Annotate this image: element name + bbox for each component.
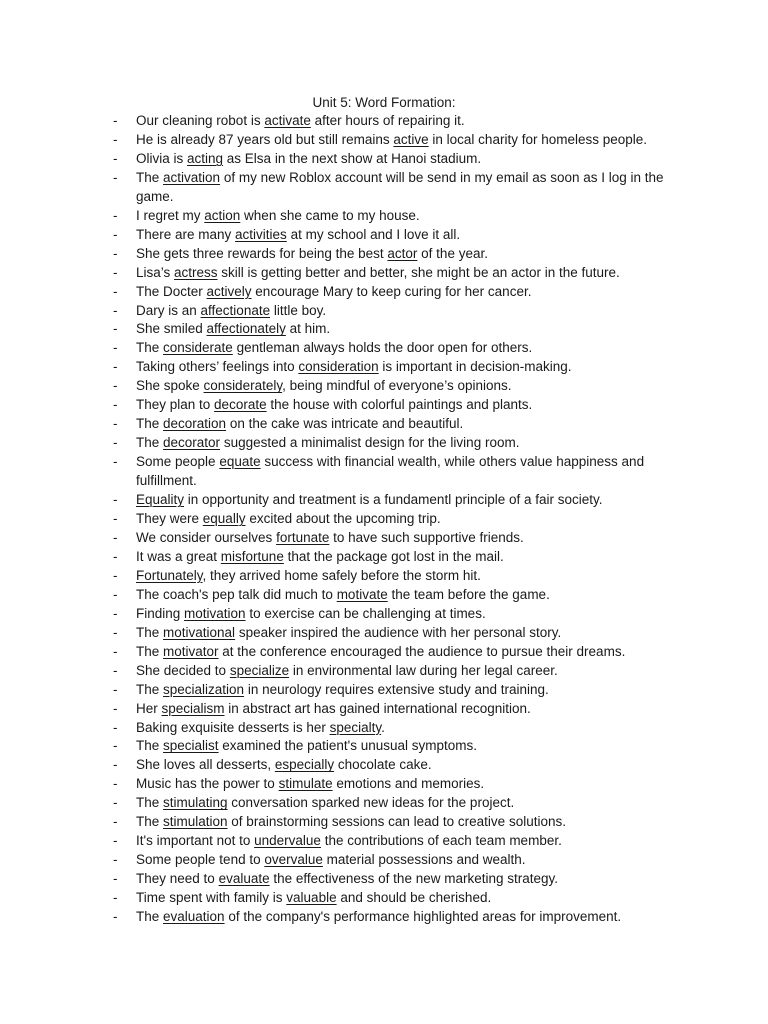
bullet-dash: - bbox=[113, 226, 118, 242]
sentence-text-before: Lisa’s bbox=[136, 264, 175, 280]
sentence-text-after: after hours of repairing it. bbox=[310, 113, 465, 128]
target-word: motivational bbox=[163, 624, 236, 640]
sentence-item bbox=[0, 662, 768, 681]
sentence-text-after: at him. bbox=[285, 321, 331, 337]
sentence-text-before: They were bbox=[136, 511, 203, 527]
sentence-text-after: the effectiveness of the new marketing strategy. bbox=[269, 871, 559, 887]
bullet-dash: - bbox=[113, 397, 118, 413]
target-word: fortunate bbox=[276, 529, 330, 545]
bullet-dash: - bbox=[113, 511, 118, 527]
sentence-text-after: in neurology requires extensive study and training. bbox=[244, 681, 549, 697]
sentence-text-after: conversation sparked new ideas for the project. bbox=[227, 795, 515, 811]
target-word: activate bbox=[264, 113, 311, 128]
sentence-text-before: Taking others’ feelings into bbox=[136, 359, 299, 375]
sentence-item bbox=[0, 719, 768, 738]
target-word: misfortune bbox=[220, 548, 284, 564]
bullet-dash: - bbox=[113, 833, 118, 849]
sentence-text-after: of the year. bbox=[417, 245, 488, 261]
sentence-text-after: the team before the game. bbox=[387, 586, 550, 602]
sentence-text-before: She loves all desserts, bbox=[136, 757, 275, 773]
bullet-dash: - bbox=[113, 662, 118, 678]
target-word: motivation bbox=[184, 605, 246, 621]
sentence-text-after: in environmental law during her legal career. bbox=[289, 662, 558, 678]
sentence-text-before: The bbox=[136, 169, 164, 185]
target-word: actor bbox=[387, 245, 418, 261]
sentence-text-after: and should be cherished. bbox=[336, 890, 492, 906]
bullet-dash: - bbox=[113, 567, 118, 583]
sentence-text-before: Her bbox=[136, 700, 162, 716]
target-word: motivator bbox=[163, 643, 219, 659]
sentence-item bbox=[0, 567, 768, 586]
target-word: equally bbox=[202, 511, 246, 527]
sentence-text-after: of the company's performance highlighted areas for improvement. bbox=[224, 909, 622, 925]
sentence-text-after: , they arrived home safely before the storm hit. bbox=[202, 567, 481, 583]
sentence-item bbox=[0, 131, 768, 150]
sentence-text-after: speaker inspired the audience with her personal story. bbox=[235, 624, 562, 640]
sentence-text-before: The bbox=[136, 909, 164, 925]
sentence-text-before: The bbox=[136, 738, 164, 754]
bullet-dash: - bbox=[113, 795, 118, 811]
sentence-item bbox=[0, 339, 768, 358]
bullet-dash: - bbox=[113, 113, 118, 128]
bullet-dash: - bbox=[113, 700, 118, 716]
sentence-item bbox=[0, 377, 768, 396]
sentence-text-after: in abstract art has gained international recognition. bbox=[224, 700, 531, 716]
sentence-text-after: the contributions of each team member. bbox=[320, 833, 562, 849]
target-word: Equality bbox=[136, 492, 185, 508]
sentence-text-after: at my school and I love it all. bbox=[286, 226, 461, 242]
sentence-text-before: The bbox=[136, 681, 164, 697]
target-word: equate bbox=[219, 454, 261, 470]
sentence-text-before: Time spent with family is bbox=[136, 890, 287, 906]
target-word: affectionately bbox=[206, 321, 286, 337]
bullet-dash: - bbox=[113, 131, 118, 147]
bullet-dash: - bbox=[113, 871, 118, 887]
sentence-text-before: They plan to bbox=[136, 397, 215, 413]
target-word: evaluation bbox=[163, 909, 225, 925]
sentence-text-before: She spoke bbox=[136, 378, 204, 394]
bullet-dash: - bbox=[113, 169, 118, 185]
target-word: undervalue bbox=[254, 833, 321, 849]
sentence-text-before: The bbox=[136, 340, 164, 356]
sentence-text-before: The Docter bbox=[136, 283, 207, 299]
bullet-dash: - bbox=[113, 738, 118, 754]
sentence-text-before: The bbox=[136, 814, 164, 830]
sentence-item bbox=[0, 548, 768, 567]
sentence-item bbox=[0, 415, 768, 434]
target-word: consideration bbox=[298, 359, 379, 375]
sentence-text-before: Some people tend to bbox=[136, 852, 265, 868]
sentence-text-before: There are many bbox=[136, 226, 236, 242]
target-word: stimulating bbox=[163, 795, 228, 811]
target-word: activation bbox=[163, 169, 221, 185]
target-word: considerately bbox=[203, 378, 283, 394]
bullet-dash: - bbox=[113, 852, 118, 868]
bullet-dash: - bbox=[113, 378, 118, 394]
target-word: overvalue bbox=[264, 852, 323, 868]
sentence-item bbox=[0, 681, 768, 700]
bullet-dash: - bbox=[113, 492, 118, 508]
sentence-item bbox=[0, 700, 768, 719]
sentence-text-after: , being mindful of everyone’s opinions. bbox=[282, 378, 512, 394]
target-word: actively bbox=[206, 283, 252, 299]
sentence-text-after: that the package got lost in the mail. bbox=[283, 548, 504, 564]
sentence-item bbox=[0, 529, 768, 548]
sentence-text-before: We consider ourselves bbox=[136, 529, 277, 545]
target-word: specialization bbox=[163, 681, 245, 697]
sentence-text-before: Olivia is bbox=[136, 150, 188, 166]
sentence-item bbox=[0, 870, 768, 889]
target-word: stimulation bbox=[163, 814, 228, 830]
sentence-text-after: when she came to my house. bbox=[240, 207, 420, 223]
sentence-text-before: She decided to bbox=[136, 662, 230, 678]
bullet-dash: - bbox=[113, 150, 118, 166]
sentence-item bbox=[0, 756, 768, 775]
sentence-text-before: The bbox=[136, 795, 164, 811]
sentence-text-before: The bbox=[136, 643, 164, 659]
target-word: action bbox=[204, 207, 241, 223]
sentence-text-after: of brainstorming sessions can lead to creative solutions. bbox=[227, 814, 566, 830]
bullet-dash: - bbox=[113, 776, 118, 792]
sentence-text-before: Finding bbox=[136, 605, 185, 621]
sentence-text-before: The coach's pep talk did much to bbox=[136, 586, 337, 602]
sentence-item bbox=[0, 264, 768, 283]
target-word: actress bbox=[174, 264, 218, 280]
sentence-item bbox=[0, 624, 768, 643]
target-word: specialty bbox=[329, 719, 382, 735]
sentence-text-after: suggested a minimalist design for the living room. bbox=[220, 435, 520, 451]
sentence-text-before: He is already 87 years old but still remains bbox=[136, 131, 394, 147]
sentence-text-after: emotions and memories. bbox=[332, 776, 485, 792]
target-word: acting bbox=[187, 150, 224, 166]
bullet-dash: - bbox=[113, 624, 118, 640]
bullet-dash: - bbox=[113, 321, 118, 337]
bullet-dash: - bbox=[113, 435, 118, 451]
sentence-text-after: skill is getting better and better, she might be an actor in the future. bbox=[217, 264, 620, 280]
sentence-text-after: as Elsa in the next show at Hanoi stadium. bbox=[223, 150, 482, 166]
sentence-item bbox=[0, 832, 768, 851]
sentence-text-before: She smiled bbox=[136, 321, 207, 337]
target-word: specialize bbox=[229, 662, 290, 678]
target-word: especially bbox=[274, 757, 335, 773]
bullet-dash: - bbox=[113, 548, 118, 564]
bullet-dash: - bbox=[113, 719, 118, 735]
sentence-item bbox=[0, 794, 768, 813]
sentence-text-after: the house with colorful paintings and plants. bbox=[266, 397, 533, 413]
target-word: active bbox=[393, 131, 429, 147]
target-word: decoration bbox=[163, 416, 227, 432]
sentence-text-before: It was a great bbox=[136, 548, 221, 564]
bullet-dash: - bbox=[113, 757, 118, 773]
bullet-dash: - bbox=[113, 529, 118, 545]
document-title: Unit 5: Word Formation: bbox=[312, 95, 456, 110]
target-word: decorator bbox=[163, 435, 221, 451]
sentence-item bbox=[0, 245, 768, 264]
target-word: specialist bbox=[163, 738, 219, 754]
target-word: Fortunately bbox=[136, 567, 203, 583]
sentence-item bbox=[0, 396, 768, 415]
sentence-item bbox=[0, 851, 768, 870]
bullet-dash: - bbox=[113, 245, 118, 261]
sentence-item bbox=[0, 775, 768, 794]
bullet-dash: - bbox=[113, 302, 118, 318]
bullet-dash: - bbox=[113, 207, 118, 223]
sentence-text-after: is important in decision-making. bbox=[378, 359, 572, 375]
sentence-text-before: She gets three rewards for being the best bbox=[136, 245, 388, 261]
bullet-dash: - bbox=[113, 890, 118, 906]
sentence-text-after: at the conference encouraged the audience to pursue their dreams. bbox=[218, 643, 626, 659]
bullet-dash: - bbox=[113, 340, 118, 356]
sentence-item bbox=[0, 434, 768, 453]
sentence-text-after: little boy. bbox=[270, 302, 327, 318]
bullet-dash: - bbox=[113, 359, 118, 375]
sentence-text-before: Baking exquisite desserts is her bbox=[136, 719, 330, 735]
sentence-item bbox=[0, 889, 768, 908]
sentence-text-after: chocolate cake. bbox=[334, 757, 432, 773]
bullet-dash: - bbox=[113, 283, 118, 299]
sentence-text-after: of my new Roblox account will be send in my email as soon as I log in the game. bbox=[136, 169, 664, 204]
target-word: considerate bbox=[163, 340, 233, 356]
sentence-item bbox=[0, 453, 768, 491]
sentence-item bbox=[0, 643, 768, 662]
sentence-text-before: The bbox=[136, 416, 164, 432]
sentence-text-after: gentleman always holds the door open for others. bbox=[232, 340, 533, 356]
sentence-item bbox=[0, 358, 768, 377]
bullet-dash: - bbox=[113, 909, 118, 925]
sentence-item bbox=[0, 169, 768, 207]
sentence-item bbox=[0, 150, 768, 169]
sentence-text-before: Music has the power to bbox=[136, 776, 279, 792]
sentence-item bbox=[0, 737, 768, 756]
target-word: stimulate bbox=[278, 776, 333, 792]
bullet-dash: - bbox=[113, 264, 118, 280]
sentence-text-after: on the cake was intricate and beautiful. bbox=[226, 416, 464, 432]
sentence-item bbox=[0, 207, 768, 226]
sentence-text-after: excited about the upcoming trip. bbox=[245, 511, 441, 527]
sentence-item bbox=[0, 283, 768, 302]
sentence-text-after: . bbox=[381, 719, 385, 735]
sentence-text-after: to exercise can be challenging at times. bbox=[245, 605, 486, 621]
sentence-text-after: to have such supportive friends. bbox=[329, 529, 524, 545]
target-word: decorate bbox=[214, 397, 267, 413]
sentence-text-before: They need to bbox=[136, 871, 219, 887]
sentence-text-after: encourage Mary to keep curing for her cancer. bbox=[251, 283, 532, 299]
sentence-item bbox=[0, 510, 768, 529]
sentence-item bbox=[0, 112, 768, 131]
sentence-item bbox=[0, 491, 768, 510]
sentence-text-after: examined the patient's unusual symptoms. bbox=[218, 738, 478, 754]
target-word: evaluate bbox=[218, 871, 270, 887]
sentence-text-before: It's important not to bbox=[136, 833, 255, 849]
sentence-item bbox=[0, 226, 768, 245]
sentence-text-before: Dary is an bbox=[136, 302, 201, 318]
sentence-text-before: The bbox=[136, 435, 164, 451]
bullet-dash: - bbox=[113, 586, 118, 602]
target-word: specialism bbox=[161, 700, 225, 716]
sentence-item bbox=[0, 605, 768, 624]
target-word: affectionate bbox=[200, 302, 271, 318]
bullet-dash: - bbox=[113, 605, 118, 621]
sentence-text-before: I regret my bbox=[136, 207, 205, 223]
bullet-dash: - bbox=[113, 643, 118, 659]
bullet-dash: - bbox=[113, 681, 118, 697]
sentence-item bbox=[0, 320, 768, 339]
sentence-text-before: Our cleaning robot is bbox=[136, 113, 265, 128]
sentence-item bbox=[0, 302, 768, 321]
sentence-text-after: success with financial wealth, while others value happiness and fulfillment. bbox=[136, 454, 645, 489]
target-word: motivate bbox=[336, 586, 388, 602]
sentence-item bbox=[0, 908, 768, 927]
target-word: valuable bbox=[286, 890, 337, 906]
sentence-text-after: material possessions and wealth. bbox=[322, 852, 526, 868]
sentence-text-before: Some people bbox=[136, 454, 220, 470]
bullet-dash: - bbox=[113, 814, 118, 830]
sentence-list bbox=[0, 112, 768, 927]
sentence-item bbox=[0, 813, 768, 832]
target-word: activities bbox=[235, 226, 287, 242]
bullet-dash: - bbox=[113, 416, 118, 432]
sentence-item bbox=[0, 586, 768, 605]
sentence-text-after: in opportunity and treatment is a fundamentl principle of a fair society. bbox=[184, 492, 603, 508]
bullet-dash: - bbox=[113, 454, 118, 470]
sentence-text-before: The bbox=[136, 624, 164, 640]
sentence-text-after: in local charity for homeless people. bbox=[428, 131, 648, 147]
